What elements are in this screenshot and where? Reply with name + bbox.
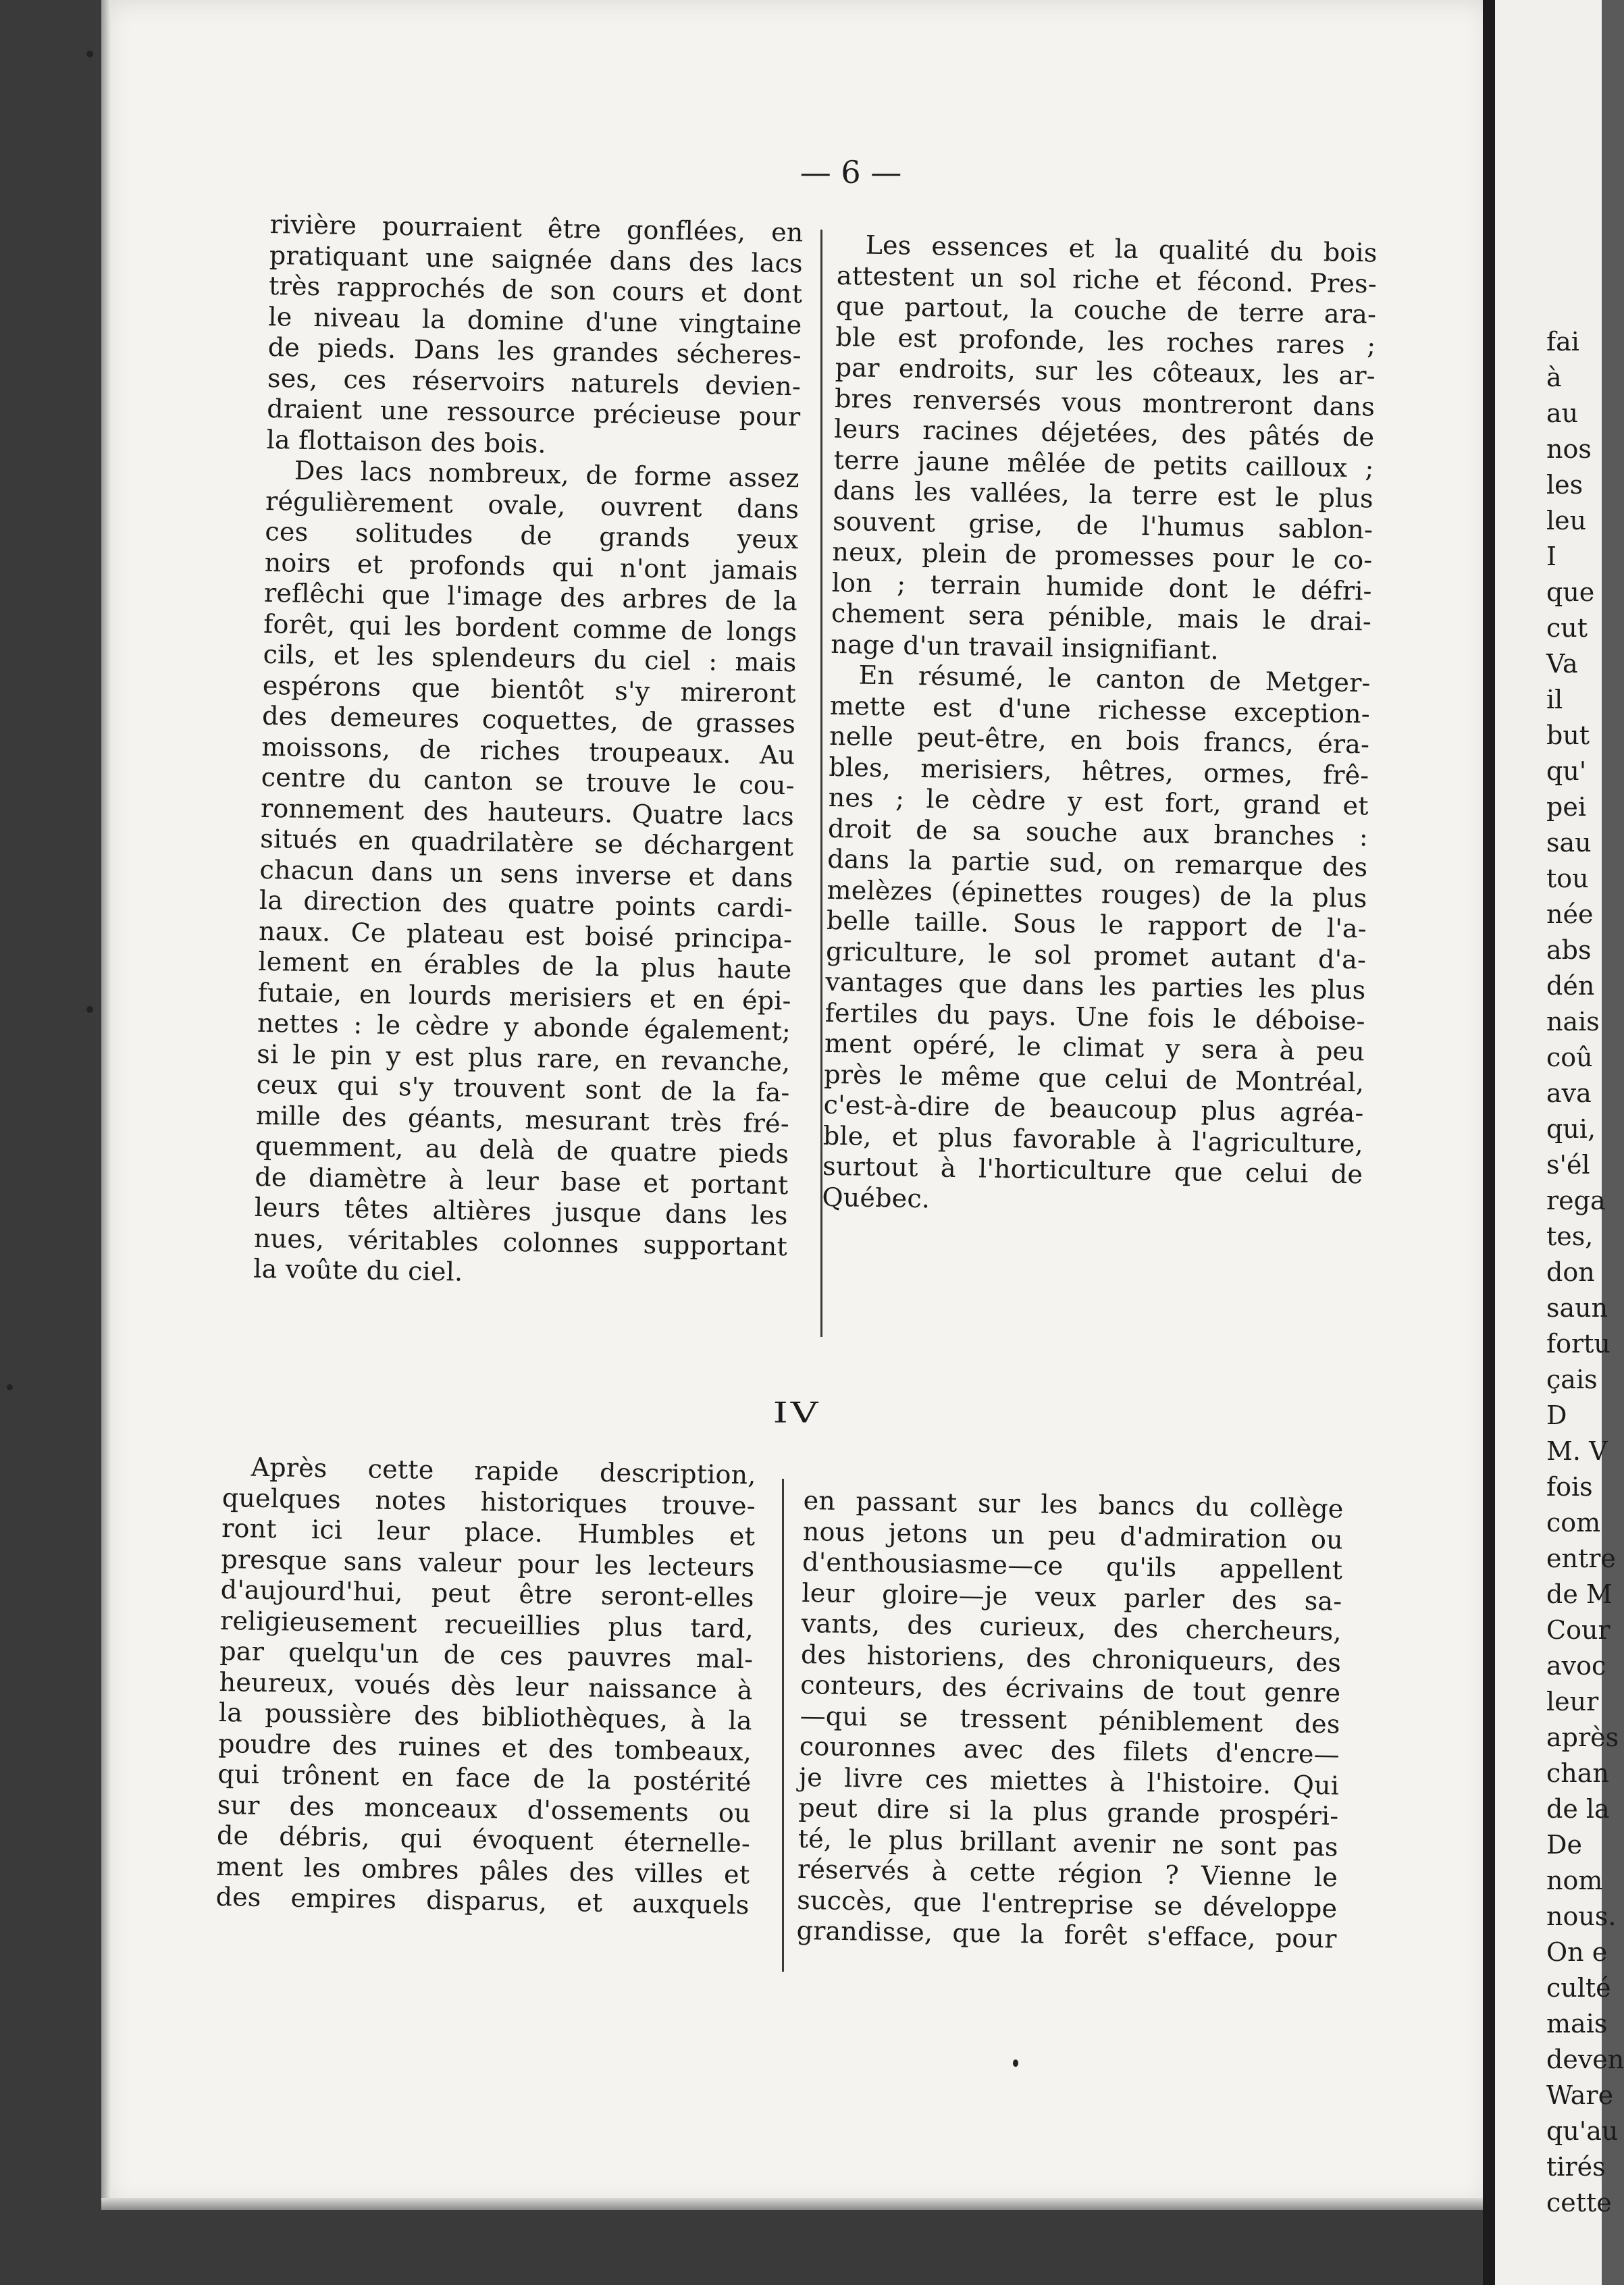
text-line: —qui se tressent péniblement des [800, 1700, 1340, 1739]
text-line: espérons que bientôt s'y mireront [262, 670, 797, 708]
text-line: ceux qui s'y trouvent sont de la fa- [256, 1069, 790, 1108]
text-line: je livre ces miettes à l'histoire. Qui [798, 1762, 1340, 1801]
text-line: presque sans valeur pour les lecteurs [221, 1544, 755, 1582]
adjacent-page-line: saun [1546, 1293, 1608, 1323]
adjacent-page-line: fortu [1546, 1329, 1610, 1359]
adjacent-page-line: à [1546, 363, 1562, 392]
text-line: des demeures coquettes, de grasses [261, 700, 796, 739]
text-line: des empires disparus, et auxquels [215, 1881, 750, 1920]
text-line: cils, et les splendeurs du ciel : mais [263, 639, 797, 678]
text-line: dans les vallées, la terre est le plus [833, 475, 1374, 514]
page-bottom-edge [101, 2198, 1486, 2210]
text-line: Des lacs nombreux, de forme assez [294, 455, 800, 494]
text-line: attestent un sol riche et fécond. Pres- [836, 260, 1378, 299]
text-line: la direction des quatre points cardi- [259, 885, 793, 924]
section-heading: IV [772, 1396, 821, 1429]
page-edge [101, 0, 111, 2208]
text-line: situés en quadrilatère se déchargent [260, 823, 794, 862]
text-line: ment les ombres pâles des villes et [216, 1851, 750, 1889]
adjacent-page-line: fai [1546, 327, 1579, 357]
text-line: ront ici leur place. Humbles et [221, 1513, 756, 1552]
adjacent-page-line: but [1546, 720, 1590, 750]
adjacent-page-line: chan [1546, 1758, 1609, 1788]
adjacent-page-line: tes, [1546, 1222, 1594, 1251]
text-line: près le même que celui de Montréal, [824, 1059, 1365, 1097]
text-line: couronnes avec des filets d'encre— [799, 1731, 1340, 1770]
text-line: vants, des curieux, des chercheurs, [801, 1608, 1342, 1647]
text-line: des historiens, des chroniqueurs, des [800, 1639, 1342, 1678]
adjacent-page-line: ava [1546, 1078, 1592, 1108]
adjacent-page-line: nos [1546, 434, 1592, 464]
text-line: de pieds. Dans les grandes sécheres- [267, 332, 802, 371]
text-line: réservés à cette région ? Vienne le [797, 1854, 1338, 1893]
adjacent-page-line: Va [1546, 649, 1578, 679]
text-line: succès, que l'entreprise se développe [797, 1885, 1338, 1923]
text-line: mette est d'une richesse exception- [829, 690, 1371, 729]
column-rule-bottom [782, 1479, 784, 1972]
adjacent-page-line: tirés [1546, 2152, 1606, 2182]
text-line: très rapprochés de son cours et dont [268, 270, 803, 309]
text-line: fertiles du pays. Une fois le déboise- [824, 997, 1366, 1036]
text-line: En résumé, le canton de Metger- [858, 660, 1371, 698]
adjacent-page-line: au [1546, 398, 1579, 428]
adjacent-page-line: pei [1546, 792, 1586, 822]
text-column-bottom-left [215, 1452, 756, 1921]
text-line: sur des monceaux d'ossements ou [217, 1789, 752, 1828]
text-line: ment opéré, le climat y sera à peu [824, 1028, 1365, 1067]
text-line: de débris, qui évoquent éternelle- [216, 1820, 751, 1859]
adjacent-page-line: M. V [1546, 1436, 1608, 1466]
text-line: bles, merisiers, hêtres, ormes, frê- [829, 752, 1369, 790]
text-line: griculture, le sol promet autant d'a- [825, 936, 1367, 974]
scan-speck [1013, 2059, 1018, 2067]
text-line: en passant sur les bancs du collège [803, 1486, 1344, 1524]
text-line: par endroits, sur les côteaux, les ar- [835, 352, 1376, 391]
adjacent-page-line: nous. [1546, 1901, 1617, 1931]
text-line: la flottaison des bois. [266, 424, 547, 458]
text-line: noirs et profonds qui n'ont jamais [264, 547, 799, 585]
text-line: leurs racines déjetées, des pâtés de [834, 413, 1375, 452]
adjacent-page-line: née [1546, 899, 1594, 929]
text-line: reflêchi que l'image des arbres de la [263, 577, 798, 616]
adjacent-page-line: Cour [1546, 1615, 1610, 1645]
adjacent-page-line: il [1546, 685, 1563, 714]
text-line: peut dire si la plus grande prospéri- [798, 1792, 1339, 1831]
text-line: si le pin y est plus rare, en revanche, [257, 1039, 791, 1077]
text-line: lon ; terrain humide dont le défri- [831, 567, 1373, 606]
text-line: naux. Ce plateau est boisé principa- [258, 916, 793, 954]
text-line: té, le plus brillant avenir ne sont pas [797, 1823, 1339, 1862]
text-line: forêt, qui les bordent comme de longs [263, 608, 797, 647]
adjacent-page-line: deven [1546, 2045, 1624, 2074]
text-line: qui trônent en face de la postérité [217, 1758, 752, 1797]
text-line: leur gloire—je veux parler des sa- [802, 1577, 1342, 1617]
text-line: ble est profonde, les roches rares ; [835, 321, 1376, 361]
text-line: pratiquant une saignée dans des lacs [269, 240, 804, 278]
text-line: la voûte du ciel. [253, 1253, 463, 1287]
text-line: futaie, en lourds merisiers et en épi- [257, 977, 792, 1016]
text-line: neux, plein de promesses pour le co- [832, 536, 1373, 575]
text-line: que partout, la couche de terre ara- [835, 290, 1377, 330]
adjacent-page-line: après [1546, 1723, 1619, 1752]
text-line: de diamètre à leur base et portant [255, 1161, 789, 1200]
text-line: la poussière des bibliothèques, à la [218, 1697, 753, 1736]
adjacent-page-line: abs [1546, 935, 1592, 965]
text-column-top-right [822, 230, 1378, 1221]
text-line: poudre des ruines et des tombeaux, [217, 1728, 752, 1766]
text-line: nettes : le cèdre y abonde également; [257, 1007, 791, 1047]
text-line: bres renversés vous montreront dans [834, 383, 1376, 422]
text-line: moissons, de riches troupeaux. Au [261, 731, 795, 770]
adjacent-page-line: nais [1546, 1007, 1600, 1036]
text-line: nous jetons un peu d'admiration ou [802, 1516, 1344, 1555]
text-line: Québec. [822, 1182, 931, 1213]
adjacent-page-line: cut [1546, 613, 1588, 643]
adjacent-page-line: entre [1546, 1544, 1616, 1573]
text-line: dans la partie sud, on remarque des [827, 843, 1368, 883]
adjacent-page-line: D [1546, 1400, 1567, 1430]
adjacent-page-line: nom [1546, 1866, 1603, 1895]
text-line: surtout à l'horticulture que celui de [822, 1151, 1363, 1190]
text-line: heureux, voués dès leur naissance à [219, 1666, 753, 1705]
text-line: chement sera pénible, mais le drai- [831, 598, 1372, 637]
text-line: souvent grise, de l'humus sablon- [832, 506, 1373, 545]
adjacent-page-text [1546, 324, 1624, 2221]
text-column-top-left [253, 209, 804, 1293]
adjacent-page-line: qu' [1546, 756, 1587, 786]
text-line: Les essences et la qualité du bois [865, 230, 1378, 268]
adjacent-page-line: I [1546, 542, 1557, 571]
text-line: ronnement des hauteurs. Quatre lacs [260, 793, 795, 831]
adjacent-page-line: cette [1546, 2188, 1612, 2217]
text-line: nage d'un travail insignifiant. [831, 629, 1220, 665]
adjacent-page-line: de la [1546, 1794, 1610, 1824]
text-line: ces solitudes de grands yeux [265, 516, 799, 555]
text-line: belle taille. Sous le rapport de l'a- [826, 905, 1367, 944]
adjacent-page-line: sau [1546, 828, 1592, 858]
text-line: droit de sa souche aux branches : [827, 813, 1369, 851]
text-line: régulièrement ovale, ouvrent dans [265, 485, 800, 524]
text-line: vantages que dans les parties les plus [825, 966, 1366, 1005]
text-line: d'aujourd'hui, peut être seront-elles [220, 1574, 755, 1613]
text-line: terre jaune mêlée de petits cailloux ; [833, 444, 1374, 483]
adjacent-page-line: que [1546, 577, 1595, 607]
adjacent-page-line: de M [1546, 1579, 1613, 1609]
scan-speck [86, 1006, 93, 1013]
adjacent-page-line: rega [1546, 1186, 1606, 1215]
text-line: conteurs, des écrivains de tout genre [800, 1669, 1341, 1708]
adjacent-page-line: les [1546, 470, 1583, 500]
text-line: par quelqu'un de ces pauvres mal- [219, 1635, 754, 1675]
text-line: chacun dans un sens inverse et dans [259, 854, 793, 893]
text-line: ble, et plus favorable à l'agriculture, [822, 1120, 1364, 1159]
text-line: grandisse, que la forêt s'efface, pour [796, 1915, 1337, 1954]
text-line: nes ; le cèdre y est fort, grand et [828, 782, 1369, 821]
text-line: nelle peut-être, en bois francs, éra- [829, 720, 1370, 760]
gutter-shadow [1483, 0, 1495, 2285]
text-line: Après cette rapide description, [251, 1452, 756, 1490]
adjacent-page-line: s'él [1546, 1150, 1590, 1180]
adjacent-page-line: fois [1546, 1472, 1593, 1502]
scan-speck [86, 51, 93, 57]
adjacent-page-line: com [1546, 1508, 1601, 1538]
adjacent-page-line: leu [1546, 506, 1587, 535]
adjacent-page-line: Ware [1546, 2080, 1614, 2110]
page-number: — 6 — [800, 154, 902, 190]
scan-speck [7, 1384, 13, 1390]
text-line: mille des géants, mesurant très fré- [255, 1100, 790, 1138]
text-line: lement en érables de la plus haute [258, 946, 792, 985]
adjacent-page-line: dén [1546, 971, 1595, 1001]
adjacent-page-line: qu'au [1546, 2116, 1619, 2146]
text-line: melèzes (épinettes rouges) de la plus [827, 874, 1367, 913]
adjacent-page-line: çais [1546, 1365, 1598, 1394]
text-line: c'est-à-dire de beaucoup plus agréa- [823, 1089, 1364, 1128]
adjacent-page-line: On e [1546, 1937, 1608, 1967]
adjacent-page-line: culté [1546, 1973, 1611, 2003]
adjacent-page-line: coû [1546, 1043, 1593, 1072]
text-line: centre du canton se trouve le cou- [261, 762, 795, 801]
text-line: d'enthousiasme—ce qu'ils appellent [802, 1546, 1343, 1585]
text-line: quemment, au delà de quatre pieds [255, 1130, 789, 1170]
text-line: quelques notes historiques trouve- [221, 1482, 756, 1521]
adjacent-page-line: don [1546, 1257, 1595, 1287]
adjacent-page-line: avoc [1546, 1651, 1606, 1681]
text-line: le niveau la domine d'une vingtaine [268, 301, 802, 340]
text-line: ses, ces réservoirs naturels devien- [267, 363, 802, 401]
adjacent-page-line: tou [1546, 864, 1589, 893]
text-line: rivière pourraient être gonflées, en [269, 209, 804, 248]
adjacent-page-line: qui, [1546, 1114, 1596, 1144]
text-line: nues, véritables colonnes supportant [253, 1223, 788, 1261]
adjacent-page-line: De [1546, 1830, 1582, 1860]
text-column-bottom-right [796, 1486, 1344, 1955]
text-line: religieusement recueillies plus tard, [219, 1605, 754, 1644]
adjacent-page-line: mais [1546, 2009, 1608, 2039]
text-line: leurs têtes altières jusque dans les [254, 1192, 789, 1231]
text-line: draient une ressource précieuse pour [267, 393, 801, 432]
adjacent-page-line: leur [1546, 1687, 1599, 1716]
